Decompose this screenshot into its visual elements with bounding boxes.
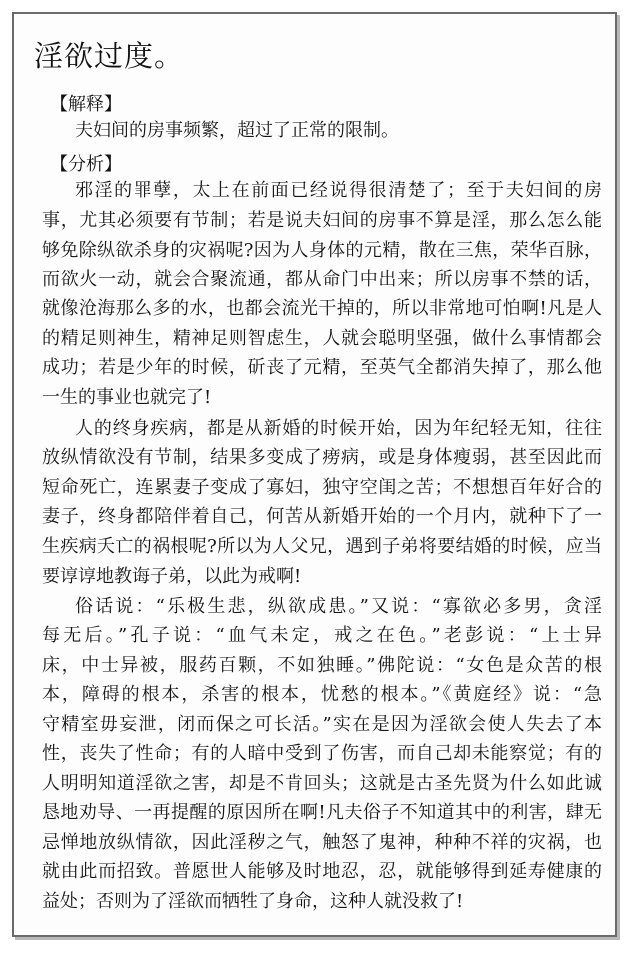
text-line: 的精足则神生，精神足则智虑生，人就会聪明坚强，做什么事情都会 — [42, 328, 602, 349]
text-line: 要谆谆地教诲子弟，以此为戒啊! — [42, 566, 302, 587]
page-title: 淫欲过度。 — [34, 39, 185, 73]
text-line: 成功；若是少年的时候，斫丧了元精，至英气全都消失掉了，那么他 — [42, 357, 602, 378]
text-line: 而欲火一动，就会合聚流通，都从命门中出来；所以房事不禁的话， — [42, 269, 602, 290]
text-line: 够免除纵欲杀身的灾祸呢?因为人身体的元精，散在三焦，荣华百脉， — [42, 240, 602, 261]
text-line: 人的终身疾病，都是从新婚的时候开始，因为年纪轻无知，往往 — [75, 418, 602, 439]
text-line: 妻子，终身都陪伴着自己，何苦从新婚开始的一个月内，就种下了一 — [42, 506, 602, 527]
text-line: 短命死亡，连累妻子变成了寡妇，独守空闺之苦；不想想百年好合的 — [42, 477, 602, 498]
text-line: 放纵情欲没有节制，结果多变成了痨病，或是身体瘦弱，甚至因此而 — [42, 447, 602, 468]
analysis-heading: 【分析】 — [50, 154, 122, 175]
text-line: 俗话说：“乐极生悲，纵欲成患。”又说：“寡欲必多男，贪淫 — [75, 596, 602, 617]
text-line: 床，中士异被，服药百颗，不如独睡。”佛陀说：“女色是众苦的根 — [42, 655, 602, 676]
text-line: 每无后。”孔子说：“血气未定，戒之在色。”老彭说：“上士异 — [42, 625, 602, 646]
text-line: 就由此而招致。普愿世人能够及时地忍，忍，就能够得到延寿健康的 — [42, 861, 602, 882]
text-line: 本，障碍的根本，杀害的根本，忧愁的根本。”《黄庭经》说：“急 — [42, 684, 602, 705]
text-line: 事，尤其必须要有节制；若是说夫妇间的房事不算是淫，那么怎么能 — [42, 210, 602, 231]
text-line: 益处；否则为了淫欲而牺牲了身命，这种人就没救了! — [42, 891, 464, 912]
explain-text: 夫妇间的房事频繁，超过了正常的限制。 — [75, 120, 399, 141]
explain-heading: 【解释】 — [50, 94, 122, 115]
text-line: 邪淫的罪孽，太上在前面已经说得很清楚了；至于夫妇间的房 — [75, 180, 602, 201]
text-line: 人明明知道淫欲之害，却是不肯回头；这就是古圣先贤为什么如此诚 — [42, 773, 602, 794]
text-line: 守精室毋妄泄，闭而保之可长活。”实在是因为淫欲会使人失去了本 — [42, 714, 602, 735]
text-line: 忌惮地放纵情欲，因此淫秽之气，触怒了鬼神，种种不祥的灾祸，也 — [42, 832, 602, 853]
text-line: 生疾病夭亡的祸根呢?所以为人父兄，遇到子弟将要结婚的时候，应当 — [42, 536, 602, 557]
text-line: 一生的事业也就完了! — [42, 387, 212, 408]
text-line: 恳地劝导、一再提醒的原因所在啊!凡夫俗子不知道其中的利害，肆无 — [42, 802, 602, 823]
text-line: 就像沧海那么多的水，也都会流光干掉的，所以非常地可怕啊!凡是人 — [42, 298, 602, 319]
text-line: 性，丧失了性命；有的人暗中受到了伤害，而自己却未能察觉；有的 — [42, 743, 602, 764]
